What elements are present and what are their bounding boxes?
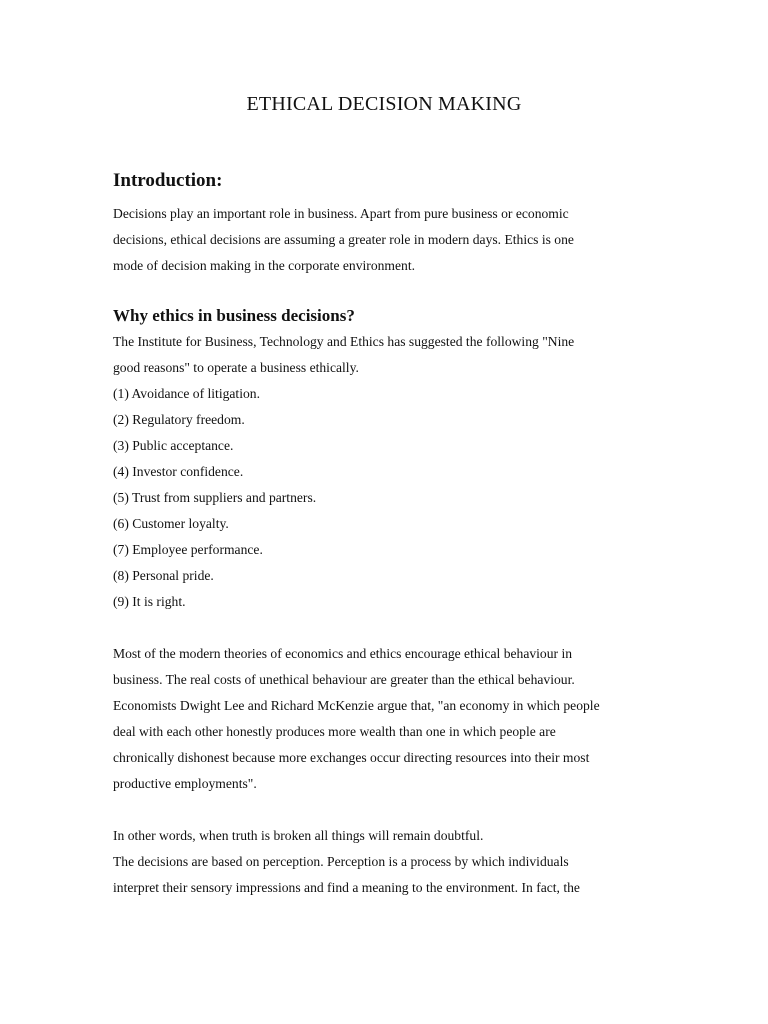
list-item: (9) It is right. — [113, 594, 186, 609]
list-item: (4) Investor confidence. — [113, 464, 244, 479]
heading-why-ethics: Why ethics in business decisions? — [113, 306, 355, 325]
document-body — [113, 168, 643, 901]
list-item: (8) Personal pride. — [113, 568, 214, 583]
introduction-paragraph: Decisions play an important role in business. Apart from pure business or economic decisions, ethical decisions are assuming a greater role in modern days. Ethics is one mode of decision making in the corporate environment. — [113, 206, 574, 273]
paragraph-spacer — [113, 797, 643, 823]
paragraph-spacer — [113, 615, 643, 641]
list-item: (7) Employee performance. — [113, 542, 263, 557]
reasons-list — [113, 381, 643, 615]
truth-paragraph: In other words, when truth is broken all things will remain doubtful. — [113, 828, 484, 843]
list-item: (3) Public acceptance. — [113, 438, 234, 453]
heading-introduction: Introduction: — [113, 170, 223, 191]
list-item: (5) Trust from suppliers and partners. — [113, 490, 317, 505]
why-ethics-paragraph: The Institute for Business, Technology and Ethics has suggested the following "Nine good reasons" to operate a business ethically. — [113, 334, 575, 375]
list-item: (6) Customer loyalty. — [113, 516, 229, 531]
list-item: (1) Avoidance of litigation. — [113, 386, 260, 401]
economics-paragraph: Most of the modern theories of economics and ethics encourage ethical behaviour in business. The real costs of unethical behaviour are greater than the ethical behaviour. Economists Dwight Lee and Richard McKenzie argue that, "an economy in which people deal with each other honestly produces more wealth than one in which people are chronically dishonest because more exchanges occur directing resources into their most productive employments". — [113, 646, 600, 791]
document-title: ETHICAL DECISION MAKING — [246, 93, 522, 115]
list-item: (2) Regulatory freedom. — [113, 412, 245, 427]
perception-paragraph: The decisions are based on perception. Perception is a process by which individuals interpret their sensory impressions and find a meaning to the environment. In fact, the — [113, 854, 580, 895]
